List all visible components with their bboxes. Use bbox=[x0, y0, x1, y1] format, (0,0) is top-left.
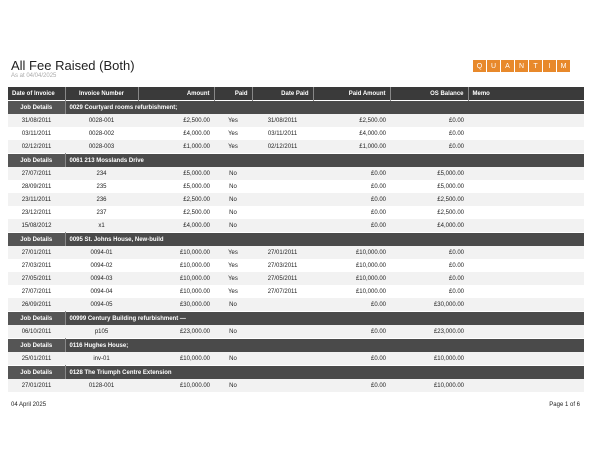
cell-date-paid: 02/12/2011 bbox=[252, 140, 313, 154]
cell-paid: Yes bbox=[214, 114, 252, 127]
logo-letter: N bbox=[515, 60, 528, 72]
quantim-logo bbox=[473, 60, 570, 72]
cell-memo bbox=[468, 298, 584, 312]
cell-memo bbox=[468, 352, 584, 366]
cell-amount: £10,000.00 bbox=[138, 272, 214, 285]
cell-memo bbox=[468, 140, 584, 154]
cell-date-paid bbox=[252, 167, 313, 180]
cell-invoice-number: 0094-02 bbox=[65, 259, 138, 272]
cell-memo bbox=[468, 193, 584, 206]
cell-memo bbox=[468, 206, 584, 219]
col-invoice-number[interactable]: Invoice Number bbox=[65, 87, 138, 101]
cell-memo bbox=[468, 285, 584, 298]
col-date-paid[interactable]: Date Paid bbox=[252, 87, 313, 101]
cell-amount: £10,000.00 bbox=[138, 379, 214, 392]
job-details-row bbox=[8, 339, 584, 353]
cell-paid-amount: £0.00 bbox=[313, 379, 390, 392]
invoice-row[interactable] bbox=[8, 180, 584, 193]
cell-date-paid bbox=[252, 379, 313, 392]
cell-paid-amount: £2,500.00 bbox=[313, 114, 390, 127]
cell-paid-amount: £0.00 bbox=[313, 352, 390, 366]
cell-memo bbox=[468, 272, 584, 285]
cell-amount: £4,000.00 bbox=[138, 219, 214, 233]
report-subtitle: As at 04/04/2025 bbox=[11, 73, 57, 79]
logo-letter: A bbox=[501, 60, 514, 72]
cell-date-of-invoice: 02/12/2011 bbox=[8, 140, 65, 154]
cell-paid-amount: £0.00 bbox=[313, 180, 390, 193]
cell-paid-amount: £4,000.00 bbox=[313, 127, 390, 140]
invoice-row[interactable] bbox=[8, 325, 584, 339]
cell-os-balance: £23,000.00 bbox=[390, 325, 468, 339]
cell-amount: £10,000.00 bbox=[138, 259, 214, 272]
cell-date-of-invoice: 15/08/2012 bbox=[8, 219, 65, 233]
col-date-of-invoice[interactable]: Date of Invoice bbox=[8, 87, 65, 101]
invoice-row[interactable] bbox=[8, 285, 584, 298]
cell-date-of-invoice: 28/09/2011 bbox=[8, 180, 65, 193]
footer-date: 04 April 2025 bbox=[11, 402, 47, 408]
cell-os-balance: £0.00 bbox=[390, 259, 468, 272]
cell-paid-amount: £0.00 bbox=[313, 325, 390, 339]
cell-paid: Yes bbox=[214, 285, 252, 298]
cell-invoice-number: 236 bbox=[65, 193, 138, 206]
cell-memo bbox=[468, 259, 584, 272]
cell-os-balance: £2,500.00 bbox=[390, 206, 468, 219]
job-details-label: Job Details bbox=[8, 312, 65, 326]
cell-date-paid bbox=[252, 219, 313, 233]
cell-os-balance: £0.00 bbox=[390, 140, 468, 154]
cell-date-paid bbox=[252, 325, 313, 339]
cell-date-paid bbox=[252, 180, 313, 193]
cell-paid-amount: £1,000.00 bbox=[313, 140, 390, 154]
cell-paid-amount: £10,000.00 bbox=[313, 272, 390, 285]
cell-date-of-invoice: 27/07/2011 bbox=[8, 167, 65, 180]
col-paid[interactable]: Paid bbox=[214, 87, 252, 101]
cell-paid: No bbox=[214, 193, 252, 206]
cell-paid: No bbox=[214, 206, 252, 219]
cell-amount: £23,000.00 bbox=[138, 325, 214, 339]
cell-date-paid bbox=[252, 298, 313, 312]
cell-os-balance: £0.00 bbox=[390, 272, 468, 285]
cell-amount: £4,000.00 bbox=[138, 127, 214, 140]
cell-amount: £10,000.00 bbox=[138, 352, 214, 366]
cell-paid: No bbox=[214, 180, 252, 193]
cell-date-of-invoice: 23/11/2011 bbox=[8, 193, 65, 206]
cell-invoice-number: inv-01 bbox=[65, 352, 138, 366]
job-name: 0061 213 Mosslands Drive bbox=[65, 154, 584, 168]
cell-date-of-invoice: 31/08/2011 bbox=[8, 114, 65, 127]
invoice-row[interactable] bbox=[8, 167, 584, 180]
cell-date-paid: 27/01/2011 bbox=[252, 246, 313, 259]
cell-paid-amount: £10,000.00 bbox=[313, 259, 390, 272]
cell-date-of-invoice: 27/05/2011 bbox=[8, 272, 65, 285]
cell-amount: £10,000.00 bbox=[138, 285, 214, 298]
cell-paid-amount: £10,000.00 bbox=[313, 246, 390, 259]
fee-table bbox=[8, 87, 584, 392]
logo-letter: M bbox=[557, 60, 570, 72]
cell-invoice-number: 235 bbox=[65, 180, 138, 193]
table-header bbox=[8, 87, 584, 101]
job-details-label: Job Details bbox=[8, 366, 65, 380]
cell-paid-amount: £0.00 bbox=[313, 219, 390, 233]
cell-memo bbox=[468, 127, 584, 140]
invoice-row[interactable] bbox=[8, 298, 584, 312]
cell-paid-amount: £0.00 bbox=[313, 167, 390, 180]
invoice-row[interactable] bbox=[8, 206, 584, 219]
cell-memo bbox=[468, 180, 584, 193]
cell-date-paid: 03/11/2011 bbox=[252, 127, 313, 140]
cell-amount: £2,500.00 bbox=[138, 193, 214, 206]
cell-invoice-number: 0128-001 bbox=[65, 379, 138, 392]
cell-invoice-number: 0094-04 bbox=[65, 285, 138, 298]
cell-amount: £1,000.00 bbox=[138, 140, 214, 154]
report-title: All Fee Raised (Both) bbox=[11, 58, 135, 73]
cell-os-balance: £5,000.00 bbox=[390, 180, 468, 193]
cell-memo bbox=[468, 325, 584, 339]
job-name: 0128 The Triumph Centre Extension bbox=[65, 366, 584, 380]
invoice-row[interactable] bbox=[8, 272, 584, 285]
cell-paid: No bbox=[214, 352, 252, 366]
cell-paid-amount: £0.00 bbox=[313, 298, 390, 312]
cell-date-of-invoice: 27/01/2011 bbox=[8, 379, 65, 392]
cell-invoice-number: 0094-03 bbox=[65, 272, 138, 285]
col-paid-amount[interactable]: Paid Amount bbox=[313, 87, 390, 101]
cell-date-of-invoice: 27/03/2011 bbox=[8, 259, 65, 272]
cell-paid: Yes bbox=[214, 246, 252, 259]
cell-paid: Yes bbox=[214, 259, 252, 272]
cell-memo bbox=[468, 219, 584, 233]
cell-date-paid: 27/05/2011 bbox=[252, 272, 313, 285]
cell-invoice-number: 0028-003 bbox=[65, 140, 138, 154]
logo-letter: Q bbox=[473, 60, 486, 72]
job-details-row bbox=[8, 101, 584, 115]
cell-paid: No bbox=[214, 298, 252, 312]
footer-page-number: Page 1 of 6 bbox=[549, 402, 580, 408]
cell-invoice-number: 0028-001 bbox=[65, 114, 138, 127]
logo-letter: T bbox=[529, 60, 542, 72]
job-details-row bbox=[8, 233, 584, 247]
cell-os-balance: £0.00 bbox=[390, 127, 468, 140]
cell-invoice-number: 234 bbox=[65, 167, 138, 180]
cell-amount: £10,000.00 bbox=[138, 246, 214, 259]
logo-letter: I bbox=[543, 60, 556, 72]
cell-amount: £5,000.00 bbox=[138, 180, 214, 193]
cell-paid: No bbox=[214, 325, 252, 339]
invoice-row[interactable] bbox=[8, 259, 584, 272]
cell-paid: No bbox=[214, 379, 252, 392]
invoice-row[interactable] bbox=[8, 379, 584, 392]
cell-date-of-invoice: 06/10/2011 bbox=[8, 325, 65, 339]
job-details-row bbox=[8, 312, 584, 326]
cell-date-of-invoice: 23/12/2011 bbox=[8, 206, 65, 219]
cell-invoice-number: 0094-01 bbox=[65, 246, 138, 259]
job-details-label: Job Details bbox=[8, 233, 65, 247]
cell-date-of-invoice: 27/07/2011 bbox=[8, 285, 65, 298]
cell-amount: £5,000.00 bbox=[138, 167, 214, 180]
cell-date-paid: 27/03/2011 bbox=[252, 259, 313, 272]
cell-os-balance: £0.00 bbox=[390, 114, 468, 127]
job-details-label: Job Details bbox=[8, 154, 65, 168]
invoice-row[interactable] bbox=[8, 219, 584, 233]
cell-date-paid bbox=[252, 352, 313, 366]
invoice-row[interactable] bbox=[8, 114, 584, 127]
invoice-row[interactable] bbox=[8, 246, 584, 259]
job-name: 0095 St. Johns House, New-build bbox=[65, 233, 584, 247]
cell-date-paid bbox=[252, 193, 313, 206]
cell-paid: Yes bbox=[214, 272, 252, 285]
cell-os-balance: £10,000.00 bbox=[390, 379, 468, 392]
invoice-row[interactable] bbox=[8, 352, 584, 366]
cell-invoice-number: 0028-002 bbox=[65, 127, 138, 140]
cell-memo bbox=[468, 114, 584, 127]
cell-paid-amount: £0.00 bbox=[313, 206, 390, 219]
cell-paid: Yes bbox=[214, 127, 252, 140]
cell-invoice-number: 0094-05 bbox=[65, 298, 138, 312]
cell-paid-amount: £10,000.00 bbox=[313, 285, 390, 298]
cell-date-paid: 31/08/2011 bbox=[252, 114, 313, 127]
job-name: 0116 Hughes House; bbox=[65, 339, 584, 353]
cell-os-balance: £2,500.00 bbox=[390, 193, 468, 206]
cell-date-of-invoice: 25/01/2011 bbox=[8, 352, 65, 366]
cell-invoice-number: p105 bbox=[65, 325, 138, 339]
cell-date-paid bbox=[252, 206, 313, 219]
cell-paid-amount: £0.00 bbox=[313, 193, 390, 206]
cell-memo bbox=[468, 379, 584, 392]
job-name: 00999 Century Building refurbishment — bbox=[65, 312, 584, 326]
cell-os-balance: £5,000.00 bbox=[390, 167, 468, 180]
cell-os-balance: £4,000.00 bbox=[390, 219, 468, 233]
cell-os-balance: £10,000.00 bbox=[390, 352, 468, 366]
cell-paid: Yes bbox=[214, 140, 252, 154]
cell-paid: No bbox=[214, 219, 252, 233]
cell-memo bbox=[468, 246, 584, 259]
cell-amount: £2,500.00 bbox=[138, 114, 214, 127]
cell-amount: £2,500.00 bbox=[138, 206, 214, 219]
job-details-label: Job Details bbox=[8, 339, 65, 353]
cell-amount: £30,000.00 bbox=[138, 298, 214, 312]
col-memo[interactable]: Memo bbox=[468, 87, 584, 101]
job-details-row bbox=[8, 154, 584, 168]
invoice-row[interactable] bbox=[8, 140, 584, 154]
cell-invoice-number: x1 bbox=[65, 219, 138, 233]
job-details-label: Job Details bbox=[8, 101, 65, 115]
invoice-row[interactable] bbox=[8, 127, 584, 140]
cell-os-balance: £0.00 bbox=[390, 246, 468, 259]
cell-date-of-invoice: 27/01/2011 bbox=[8, 246, 65, 259]
cell-os-balance: £30,000.00 bbox=[390, 298, 468, 312]
job-name: 0029 Courtyard rooms refurbishment; bbox=[65, 101, 584, 115]
cell-paid: No bbox=[214, 167, 252, 180]
job-details-row bbox=[8, 366, 584, 380]
col-os-balance[interactable]: OS Balance bbox=[390, 87, 468, 101]
cell-os-balance: £0.00 bbox=[390, 285, 468, 298]
cell-date-of-invoice: 03/11/2011 bbox=[8, 127, 65, 140]
cell-invoice-number: 237 bbox=[65, 206, 138, 219]
cell-memo bbox=[468, 167, 584, 180]
invoice-row[interactable] bbox=[8, 193, 584, 206]
logo-letter: U bbox=[487, 60, 500, 72]
cell-date-paid: 27/07/2011 bbox=[252, 285, 313, 298]
col-amount[interactable]: Amount bbox=[138, 87, 214, 101]
cell-date-of-invoice: 26/09/2011 bbox=[8, 298, 65, 312]
